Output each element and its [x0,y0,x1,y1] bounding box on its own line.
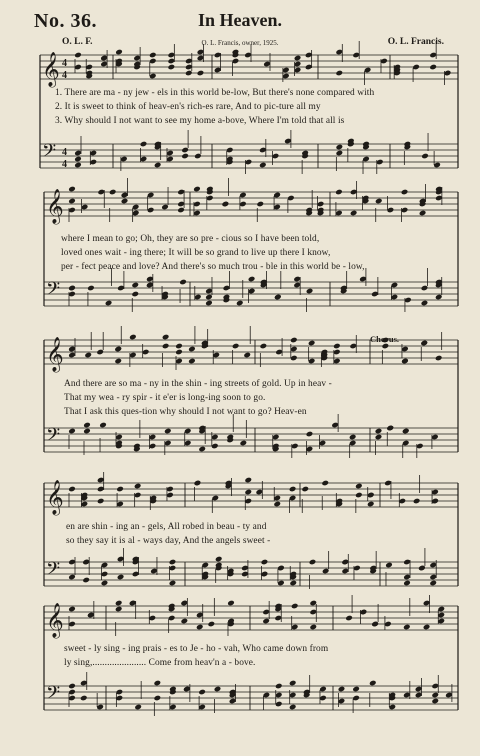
note-head [419,210,427,217]
note-head [367,501,375,508]
treble-clef-icon: 𝄞 [46,480,64,515]
note-head [335,189,343,196]
note-head [289,680,297,687]
note-head [429,64,437,71]
system-1-verse-1-lyric: 1. There are ma - ny jew - els in this world be-low, But there's none compared with [55,88,375,98]
bass-clef-icon: 𝄢 [46,425,61,450]
note-head [117,574,125,581]
note-head [435,355,443,362]
note-head [74,156,82,163]
note-head [402,428,410,435]
note-head [413,498,421,505]
time-signature-bottom: 4 [62,70,67,81]
note-head [115,49,123,56]
system-2-verse-2-lyric: loved ones wait - ing there; It will be so grand to live up there I know, [61,248,331,258]
note-head [68,285,76,292]
note-head [87,285,95,292]
note-head [84,352,92,359]
note-head [188,346,196,353]
note-head [188,358,196,365]
note-head [105,300,113,307]
note-head [421,300,429,307]
bass-clef-icon: 𝄢 [42,141,57,166]
note-head [181,153,189,160]
note-head [260,343,268,350]
time-signature-top: 4 [62,147,67,158]
note-head [350,210,358,217]
note-head [194,480,202,487]
note-head [68,198,76,205]
note-head [114,358,122,365]
system-1-verse-3-lyric: 3. Why should I not want to see my home a-bove, Where I'm told that all is [55,116,345,126]
note-head [114,346,122,353]
note-head [240,440,248,447]
note-head [375,428,383,435]
note-head [275,683,283,690]
note-head [291,603,299,610]
note-head [244,477,252,484]
note-head [198,446,206,453]
note-head [289,486,297,493]
note-head [294,55,302,62]
note-head [259,162,267,169]
note-head [154,680,162,687]
system-3-verse-1-lyric: And there are so ma - ny in the shin - ing streets of gold. Up in heav - [64,379,332,389]
composer-credit: O. L. Francis. [387,37,444,47]
system-3-verse-3-lyric: That I ask this ques-tion why should I not want to go? Heav-en [64,407,307,417]
note-head [244,489,252,496]
note-head [248,276,256,283]
note-head [421,153,429,160]
note-head [116,486,124,493]
hymn-title: In Heaven. [197,10,282,30]
note-head [222,201,230,208]
note-head [306,288,314,295]
note-head [306,431,314,438]
note-head [309,624,317,631]
system-4-lyric-upper: en are shin - ing an - gels, All robed in beau - ty and [66,522,267,532]
note-head [289,580,297,587]
note-head [401,358,409,365]
note-head [349,434,357,441]
note-head [375,198,383,205]
time-signature-top: 4 [62,58,67,69]
note-head [169,559,177,566]
note-head [208,621,216,628]
note-head [109,189,117,196]
bass-clef-icon: 𝄢 [46,279,61,304]
note-head [198,689,206,696]
system-5-lyric-lower: ly sing,...................... Come from heav'n a - bove. [64,658,256,668]
treble-clef-icon: 𝄞 [42,52,60,87]
chorus-label: Chorus. [370,334,400,344]
note-head [101,580,109,587]
note-head [301,486,309,493]
note-head [261,559,269,566]
note-head [80,695,88,702]
note-head [149,52,157,59]
note-head [131,282,139,289]
note-head [401,189,409,196]
note-head [68,683,76,690]
system-3-verse-2-lyric: That my wea - ry spir - it e'er is long-ing soon to go. [64,393,266,403]
treble-clef-icon: 𝄞 [46,189,64,224]
note-head [403,624,411,631]
note-head [74,162,82,169]
note-head [290,337,298,344]
hymn-number: No. 36. [34,10,97,32]
note-head [175,349,183,356]
note-head [214,686,222,693]
note-head [429,580,437,587]
note-head [168,64,176,71]
note-head [179,279,187,286]
note-head [181,618,189,625]
note-head [205,300,213,307]
note-head [232,343,240,350]
note-head [352,686,360,693]
bass-clef-icon: 𝄢 [46,683,61,708]
note-head [431,698,439,705]
note-head [97,498,105,505]
note-head [74,52,82,59]
note-head [129,334,137,341]
note-head [243,352,251,359]
note-head [256,201,264,208]
note-head [197,70,205,77]
note-head [236,300,244,307]
system-2-verse-3-lyric: per - fect peace and love? And there's so much trou - ble in this world be - low, [61,262,365,272]
note-head [336,144,344,151]
note-head [309,559,317,566]
note-head [68,486,76,493]
note-head [215,556,223,563]
note-head [68,606,76,613]
note-head [385,562,393,569]
note-head [386,425,394,432]
time-signature-bottom: 4 [62,159,67,170]
note-head [99,422,107,429]
note-head [121,198,129,205]
copyright-notice: O. L. Francis, owner, 1925. [201,39,279,47]
note-head [134,704,142,711]
note-head [355,483,363,490]
note-head [308,340,316,347]
note-head [227,600,235,607]
note-head [355,492,363,499]
note-head [193,186,201,193]
note-head [162,334,170,341]
treble-clef-icon: 𝄞 [46,337,64,372]
note-head [274,294,282,301]
note-head [289,704,297,711]
note-head [68,428,76,435]
note-head [162,343,170,350]
system-1-verse-2-lyric: 2. It is sweet to think of heav-en's rich-es rare, And to pic-ture all my [55,102,321,112]
bass-clef-icon: 𝄢 [46,559,61,584]
note-head [164,428,172,435]
note-head [115,606,123,613]
note-head [333,343,341,350]
system-2-verse-1-lyric: where I mean to go; Oh, they are so pre - cious so I have been told, [61,234,320,244]
note-head [369,680,377,687]
note-head [423,624,431,631]
note-head [336,150,344,157]
lyricist-credit: O. L. F. [62,37,93,47]
note-head [154,695,162,702]
note-head [196,624,204,631]
system-5-lyric-upper: sweet - ly sing - ing prais - es to Je - ho - vah, Who came down from [64,644,329,654]
note-head [134,483,142,490]
note-head [82,577,90,584]
note-head [335,70,343,77]
note-head [83,428,91,435]
note-head [83,422,91,429]
note-head [115,600,123,607]
note-head [169,580,177,587]
note-head [338,686,346,693]
note-head [321,480,329,487]
note-head [420,340,428,347]
note-head [273,501,281,508]
note-head [131,291,139,298]
system-4-lyric-lower: so they say it is al - ways day, And the angels sweet - [66,536,271,546]
note-head [375,434,383,441]
note-head [175,343,183,350]
note-head [403,580,411,587]
note-head [345,615,353,622]
note-head [68,186,76,193]
note-head [154,162,162,169]
treble-clef-icon: 𝄞 [46,603,64,638]
note-head [140,141,148,148]
